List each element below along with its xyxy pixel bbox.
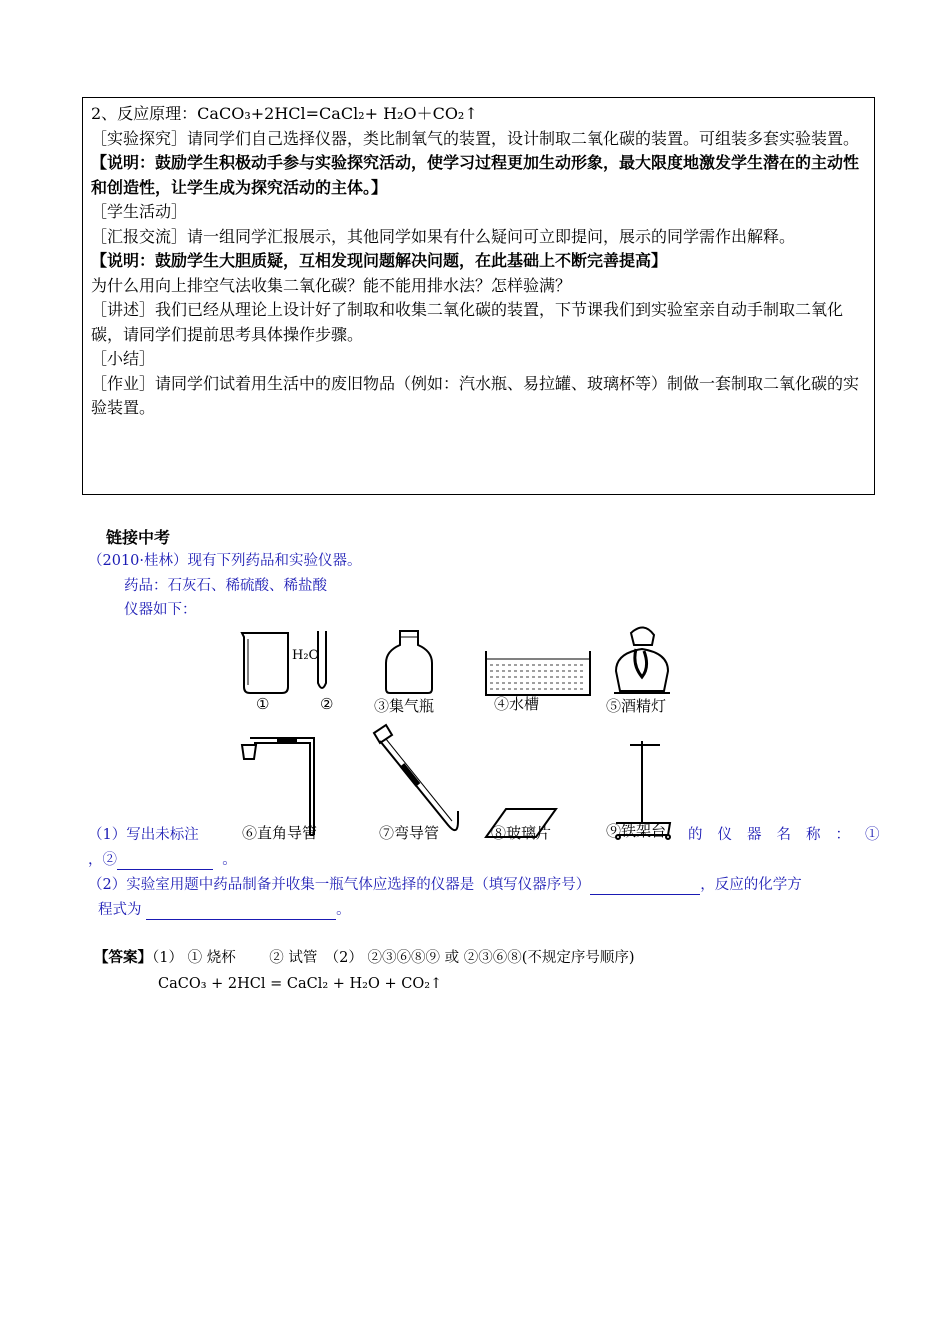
answer-line-1 bbox=[94, 946, 635, 970]
lesson-content-box bbox=[82, 97, 875, 495]
blank-3[interactable] bbox=[590, 879, 700, 895]
label-1: ① bbox=[256, 695, 270, 713]
lecture: ［讲述］我们已经从理论上设计好了制取和收集二氧化碳的装置，下节课我们到实验室亲自动手制取二氧化碳，请同学们提前思考具体操作步骤。 bbox=[91, 300, 844, 344]
section-title: 链接中考 bbox=[106, 528, 171, 547]
bent-tube-icon bbox=[374, 725, 458, 830]
experiment-explore: ［实验探究］请同学们自己选择仪器，类比制氧气的装置，设计制取二氧化碳的装置。可组装多套实验装置。 bbox=[91, 128, 860, 148]
q2-line1 bbox=[88, 875, 802, 895]
q1-part-b: 的仪器名称：① bbox=[688, 827, 895, 843]
student-activity: ［学生活动］ bbox=[91, 202, 188, 221]
question-collect: 为什么用向上排空气法收集二氧化碳？能不能用排水法？怎样验满？ bbox=[91, 275, 572, 295]
right-angle-tube-icon bbox=[242, 738, 314, 835]
label-7: ⑦弯导管 bbox=[379, 824, 440, 842]
summary: ［小结］ bbox=[91, 349, 156, 368]
q1-part-c: ，② bbox=[88, 852, 117, 868]
drugs-line: 药品：石灰石、稀硫酸、稀盐酸 bbox=[124, 578, 327, 594]
label-6: ⑥直角导管 bbox=[242, 824, 318, 842]
beaker-icon bbox=[242, 633, 288, 693]
answer-label: 【答案】 bbox=[94, 950, 152, 966]
note-2: 【说明：鼓励学生大胆质疑，互相发现问题解决问题，在此基础上不断完善提高】 bbox=[91, 251, 668, 270]
answer-equation: CaCO₃ + 2HCl = CaCl₂ + H₂O + CO₂↑ bbox=[158, 976, 443, 992]
label-8: ⑧玻璃片 bbox=[491, 824, 552, 842]
report-exchange: ［汇报交流］请一组同学汇报展示，其他同学如果有什么疑问可立即提问，展示的同学需作出解释。 bbox=[91, 226, 796, 246]
answer-text-1: （1） ① 烧杯 ② 试管 （2） ②③⑥⑧⑨ 或 ②③⑥⑧(不规定序号顺序) bbox=[152, 950, 635, 966]
blank-2[interactable] bbox=[117, 854, 213, 870]
q1-part-a: （1）写出未标注 bbox=[88, 827, 199, 843]
label-5: ⑤酒精灯 bbox=[606, 697, 667, 715]
alcohol-lamp-icon bbox=[614, 627, 670, 693]
q2-part-a: （2）实验室用题中药品制备并收集一瓶气体应选择的仪器是（填写仪器序号） bbox=[88, 877, 591, 893]
q1-line2 bbox=[88, 850, 237, 870]
label-3: ③集气瓶 bbox=[374, 697, 435, 715]
h2o-label: H₂O bbox=[292, 648, 320, 663]
question-intro: （2010·桂林）现有下列药品和实验仪器。 bbox=[88, 553, 362, 569]
label-2: ② bbox=[320, 695, 334, 713]
label-9: ⑨铁架台 bbox=[606, 822, 667, 840]
q2-part-b: ，反应的化学方 bbox=[700, 877, 802, 893]
apparatus-figure bbox=[236, 625, 896, 840]
blank-4[interactable] bbox=[146, 904, 336, 920]
q2-part-c: 程式为 bbox=[98, 902, 142, 918]
gas-bottle-icon bbox=[386, 631, 432, 693]
note-1: 【说明：鼓励学生积极动手参与实验探究活动，使学习过程更加生动形象，最大限度地激发学生潜在的主动性和创造性，让学生成为探究活动的主体。】 bbox=[91, 153, 860, 197]
q1-part-d: 。 bbox=[222, 852, 237, 868]
q2-line2 bbox=[98, 900, 351, 920]
q2-part-d: 。 bbox=[336, 902, 351, 918]
reaction-principle: 2、反应原理：CaCO₃+2HCl=CaCl₂+ H₂O＋CO₂↑ bbox=[91, 104, 478, 123]
instruments-line: 仪器如下： bbox=[124, 602, 197, 618]
label-4: ④水槽 bbox=[494, 695, 540, 713]
homework: ［作业］请同学们试着用生活中的废旧物品（例如：汽水瓶、易拉罐、玻璃杯等）制做一套制取二氧化碳的实验装置。 bbox=[91, 373, 860, 417]
water-trough-icon bbox=[486, 651, 590, 695]
